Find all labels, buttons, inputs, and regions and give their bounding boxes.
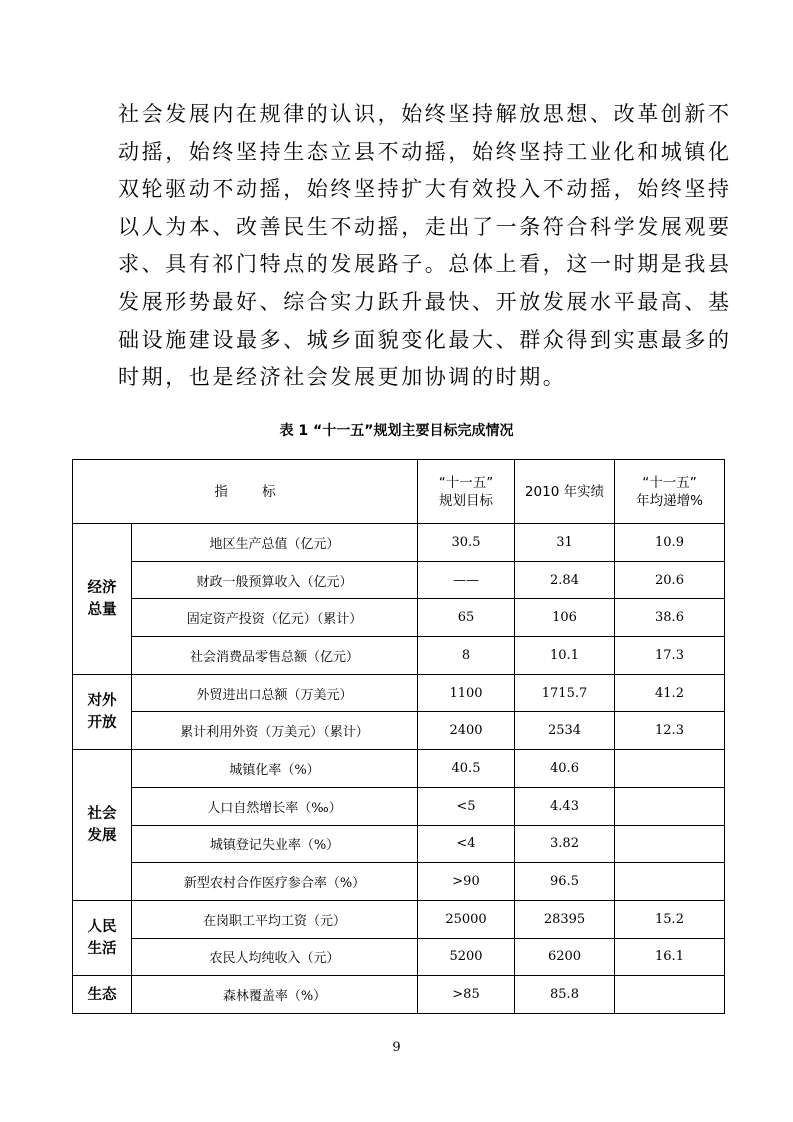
- category-cell: [73, 524, 132, 675]
- category-cell: [73, 900, 132, 975]
- growth-cell: 16.1: [615, 938, 725, 976]
- indicator-cell: 新型农村合作医疗参合率（%）: [132, 863, 418, 901]
- table-row: [73, 976, 725, 1014]
- body-paragraph: [118, 96, 732, 397]
- table-header-row: [73, 460, 725, 524]
- actual-cell: 1715.7: [515, 674, 615, 712]
- targets-table: [72, 459, 725, 1014]
- header-indicator: 指 标: [73, 460, 418, 524]
- page-number: 9: [392, 1040, 401, 1055]
- actual-cell: 3.82: [515, 825, 615, 863]
- actual-cell: 85.8: [515, 976, 615, 1014]
- header-growth-line1: “十一五”: [642, 474, 697, 491]
- paragraph-line: 社会发展内在规律的认识，始终坚持解放思想、改革创新不: [118, 102, 732, 126]
- table-row: [73, 712, 725, 750]
- growth-cell: 15.2: [615, 900, 725, 938]
- category-label: 生态: [87, 986, 117, 1003]
- target-cell: 40.5: [418, 750, 515, 788]
- paragraph-line: 以人为本、改善民生不动摇，走出了一条符合科学发展观要: [118, 214, 732, 239]
- table-row: [73, 938, 725, 976]
- indicator-cell: 森林覆盖率（%）: [132, 976, 418, 1014]
- target-cell: 1100: [418, 674, 515, 712]
- target-cell: 2400: [418, 712, 515, 750]
- target-cell: 5200: [418, 938, 515, 976]
- paragraph-line: 时期，也是经济社会发展更加协调的时期。: [118, 365, 567, 390]
- category-cell: [73, 750, 132, 901]
- indicator-cell: 人口自然增长率（‰）: [132, 787, 418, 825]
- growth-cell: [615, 750, 725, 788]
- category-cell: [73, 674, 132, 749]
- actual-cell: 10.1: [515, 637, 615, 675]
- growth-cell: 12.3: [615, 712, 725, 750]
- header-target-line2: 规划目标: [439, 492, 493, 509]
- category-label: 生活: [87, 941, 117, 958]
- header-target: [418, 460, 515, 524]
- target-cell: >90: [418, 863, 515, 901]
- actual-cell: 2534: [515, 712, 615, 750]
- growth-cell: [615, 825, 725, 863]
- table-row: [73, 637, 725, 675]
- target-cell: 65: [418, 599, 515, 637]
- indicator-cell: 城镇化率（%）: [132, 750, 418, 788]
- indicator-cell: 社会消费品零售总额（亿元）: [132, 637, 418, 675]
- actual-cell: 106: [515, 599, 615, 637]
- growth-cell: 17.3: [615, 637, 725, 675]
- category-label: 总量: [87, 601, 117, 618]
- category-label: 开放: [87, 714, 117, 731]
- table-row: [73, 674, 725, 712]
- indicator-cell: 农民人均纯收入（元）: [132, 938, 418, 976]
- growth-cell: [615, 976, 725, 1014]
- table-row: [73, 561, 725, 599]
- indicator-cell: 外贸进出口总额（万美元）: [132, 674, 418, 712]
- table-row: [73, 787, 725, 825]
- table-row: [73, 900, 725, 938]
- paragraph-line: 求、具有祁门特点的发展路子。总体上看，这一时期是我县: [118, 252, 732, 277]
- target-cell: ——: [418, 561, 515, 599]
- category-label: 对外: [87, 692, 117, 709]
- growth-cell: 38.6: [615, 599, 725, 637]
- table-caption: 表 1 “十一五”规划主要目标完成情况: [279, 423, 514, 439]
- indicator-cell: 固定资产投资（亿元）（累计）: [132, 599, 418, 637]
- table-row: [73, 825, 725, 863]
- indicator-cell: 地区生产总值（亿元）: [132, 524, 418, 562]
- category-label: 发展: [87, 828, 117, 844]
- indicator-cell: 财政一般预算收入（亿元）: [132, 561, 418, 599]
- actual-cell: 31: [515, 524, 615, 562]
- growth-cell: [615, 863, 725, 901]
- actual-cell: 6200: [515, 938, 615, 976]
- paragraph-line: 发展形势最好、综合实力跃升最快、开放发展水平最高、基: [118, 289, 732, 314]
- target-cell: 30.5: [418, 524, 515, 562]
- table-row: [73, 524, 725, 562]
- indicator-cell: 累计利用外资（万美元）（累计）: [132, 712, 418, 750]
- actual-cell: 40.6: [515, 750, 615, 788]
- table-row: [73, 599, 725, 637]
- paragraph-line: 双轮驱动不动摇，始终坚持扩大有效投入不动摇，始终坚持: [118, 177, 732, 202]
- category-label: 人民: [87, 919, 117, 936]
- actual-cell: 4.43: [515, 787, 615, 825]
- table-row: [73, 750, 725, 788]
- header-target-line1: “十一五”: [438, 474, 494, 491]
- table-row: [73, 863, 725, 901]
- category-cell: [73, 976, 132, 1014]
- indicator-cell: 在岗职工平均工资（元）: [132, 900, 418, 938]
- header-actual: 2010 年实绩: [515, 460, 615, 524]
- actual-cell: 28395: [515, 900, 615, 938]
- target-cell: 8: [418, 637, 515, 675]
- category-label: 经济: [87, 579, 117, 596]
- target-cell: 25000: [418, 900, 515, 938]
- header-growth: [615, 460, 725, 524]
- growth-cell: 10.9: [615, 524, 725, 562]
- category-label: 社会: [87, 806, 117, 822]
- target-cell: <5: [418, 787, 515, 825]
- indicator-cell: 城镇登记失业率（%）: [132, 825, 418, 863]
- actual-cell: 2.84: [515, 561, 615, 599]
- target-cell: >85: [418, 976, 515, 1014]
- paragraph-line: 动摇，始终坚持生态立县不动摇，始终坚持工业化和城镇化: [118, 139, 732, 164]
- header-growth-line2: 年均递增%: [636, 492, 703, 509]
- growth-cell: 41.2: [615, 674, 725, 712]
- paragraph-line: 础设施建设最多、城乡面貌变化最大、群众得到实惠最多的: [118, 327, 732, 352]
- actual-cell: 96.5: [515, 863, 615, 901]
- target-cell: <4: [418, 825, 515, 863]
- growth-cell: 20.6: [615, 561, 725, 599]
- growth-cell: [615, 787, 725, 825]
